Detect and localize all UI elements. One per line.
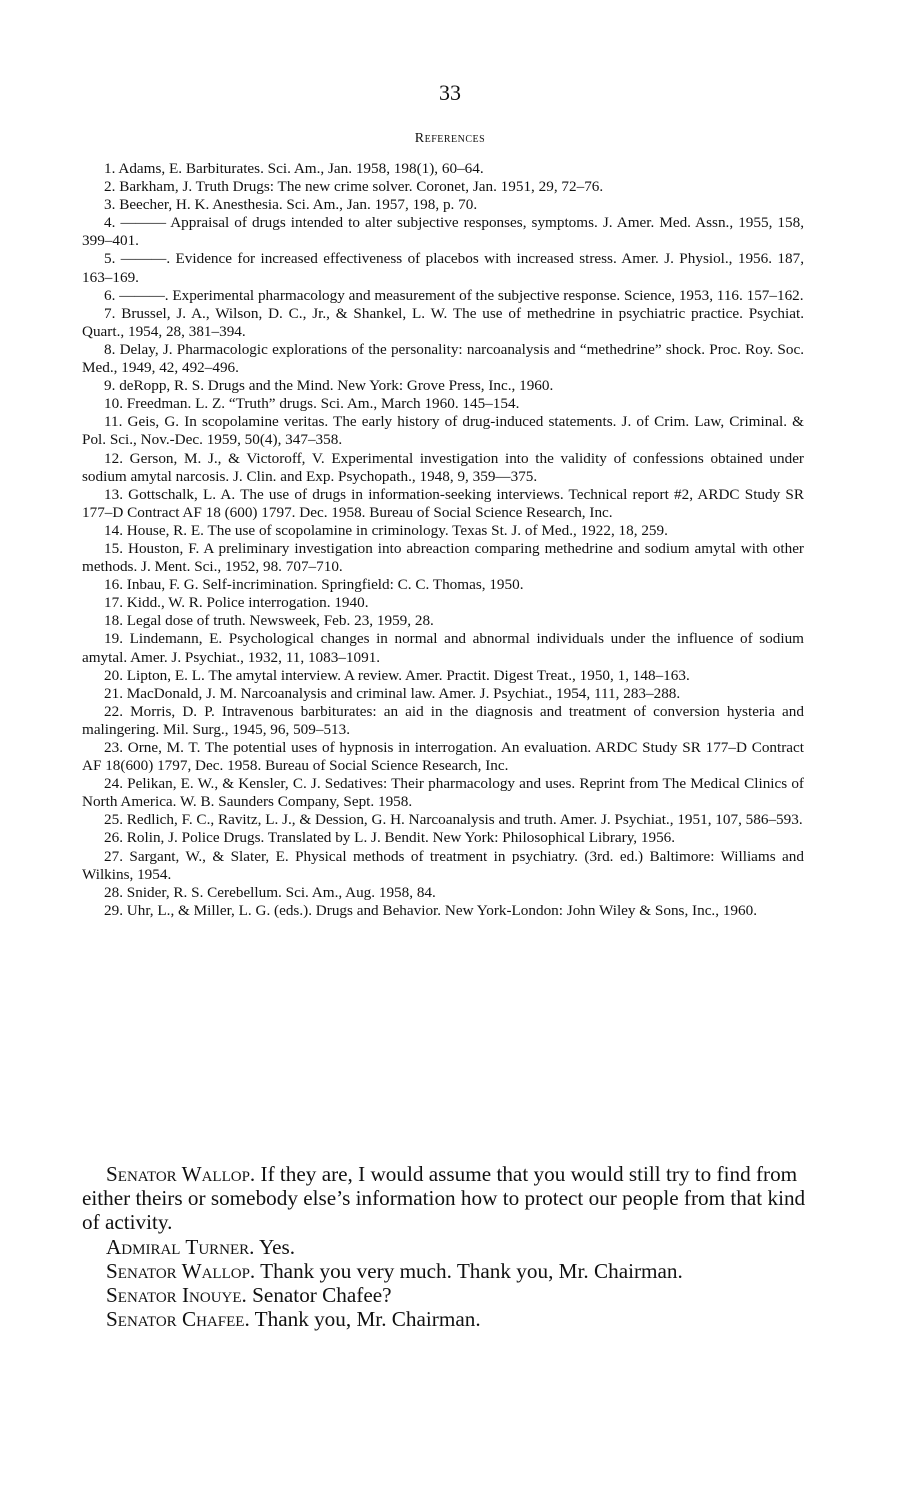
- reference-item: 15. Houston, F. A preliminary investigation into abreaction comparing methedrine and sodium amytal with other methods. J. Ment. Sci., 1952, 98. 707–710.: [82, 539, 804, 576]
- reference-item: 21. MacDonald, J. M. Narcoanalysis and criminal law. Amer. J. Psychiat., 1954, 111, 283–288.: [104, 684, 681, 702]
- reference-item: 28. Snider, R. S. Cerebellum. Sci. Am., Aug. 1958, 84.: [104, 883, 436, 901]
- testimony-dialogue: [82, 1162, 808, 1331]
- dialogue-line: [82, 1259, 808, 1283]
- reference-item: 16. Inbau, F. G. Self-incrimination. Springfield: C. C. Thomas, 1950.: [104, 576, 524, 594]
- reference-item: 6. ———. Experimental pharmacology and measurement of the subjective response. Science, 1953, 116. 157–162.: [104, 286, 804, 304]
- dialogue-text: Thank you very much. Thank you, Mr. Chairman.: [255, 1258, 683, 1283]
- speaker-name: Senator Inouye.: [106, 1283, 247, 1308]
- reference-item: 4. ——— Appraisal of drugs intended to alter subjective responses, symptoms. J. Amer. Med. Assn., 1955, 158, 399–401.: [82, 214, 804, 250]
- reference-item: 14. House, R. E. The use of scopolamine in criminology. Texas St. J. of Med., 1922, 18, 259.: [104, 521, 668, 539]
- reference-item: 29. Uhr, L., & Miller, L. G. (eds.). Drugs and Behavior. New York-London: John Wiley & Sons, Inc., 1960.: [104, 901, 757, 919]
- reference-item: 26. Rolin, J. Police Drugs. Translated by L. J. Bendit. New York: Philosophical Library, 1956.: [104, 829, 676, 847]
- dialogue-line: [82, 1307, 808, 1331]
- reference-item: 7. Brussel, J. A., Wilson, D. C., Jr., & Shankel, L. W. The use of methedrine in psychiatric practice. Psychiat. Quart., 1954, 28, 381–394.: [82, 304, 804, 340]
- reference-item: 10. Freedman. L. Z. “Truth” drugs. Sci. Am., March 1960. 145–154.: [104, 395, 520, 413]
- reference-item: 22. Morris, D. P. Intravenous barbiturates: an aid in the diagnosis and treatment of conversion hysteria and malingering. Mil. Surg., 1945, 96, 509–513.: [82, 702, 804, 738]
- dialogue-text: Yes.: [254, 1234, 296, 1259]
- reference-item: 19. Lindemann, E. Psychological changes in normal and abnormal individuals under the influence of sodium amytal. Amer. J. Psychiat., 1932, 11, 1083–1091.: [82, 630, 804, 666]
- reference-item: 13. Gottschalk, L. A. The use of drugs in information-seeking interviews. Technical report #2, ARDC Study SR 177–D Contract AF 18 (600) 1797. Dec. 1958. Bureau of Social Science Research, Inc.: [82, 485, 804, 521]
- dialogue-text: Thank you, Mr. Chairman.: [249, 1307, 481, 1332]
- reference-item: 11. Geis, G. In scopolamine veritas. The early history of drug-induced statements. J. of Crim. Law, Criminal. & Pol. Sci., Nov.-Dec. 1959, 50(4), 347–358.: [82, 413, 804, 449]
- dialogue-text: If they are, I would assume that you would still try to find from either theirs or somebody else’s information how to protect our people from that kind of activity.: [82, 1162, 806, 1235]
- reference-item: 24. Pelikan, E. W., & Kensler, C. J. Sedatives: Their pharmacology and uses. Reprint from The Medical Clinics of North America. W. B. Saunders Company, Sept. 1958.: [82, 775, 804, 811]
- reference-item: 5. ———. Evidence for increased effectiveness of placebos with increased stress. Amer. J. Physiol., 1956. 187, 163–169.: [82, 250, 804, 286]
- speaker-name: Senator Chafee.: [106, 1307, 250, 1332]
- reference-item: 18. Legal dose of truth. Newsweek, Feb. 23, 1959, 28.: [104, 612, 434, 630]
- reference-item: 25. Redlich, F. C., Ravitz, L. J., & Dession, G. H. Narcoanalysis and truth. Amer. J. Psychiat., 1951, 107, 586–593.: [104, 811, 803, 829]
- reference-item: 12. Gerson, M. J., & Victoroff, V. Experimental investigation into the validity of confessions obtained under sodium amytal narcosis. J. Clin. and Exp. Psychopath., 1948, 9, 359—375.: [82, 449, 804, 485]
- dialogue-line: [82, 1162, 808, 1235]
- speaker-name: Admiral Turner.: [106, 1234, 255, 1259]
- speaker-name: Senator Wallop.: [106, 1162, 256, 1186]
- references-list: [82, 160, 804, 920]
- page-number: 33: [439, 80, 461, 105]
- reference-item: 2. Barkham, J. Truth Drugs: The new crime solver. Coronet, Jan. 1951, 29, 72–76.: [104, 178, 604, 196]
- reference-item: 23. Orne, M. T. The potential uses of hypnosis in interrogation. An evaluation. ARDC Study SR 177–D Contract AF 18(600) 1797, Dec. 1958. Bureau of Social Science Research, Inc.: [82, 739, 804, 775]
- reference-item: 1. Adams, E. Barbiturates. Sci. Am., Jan. 1958, 198(1), 60–64.: [104, 160, 484, 177]
- speaker-name: Senator Wallop.: [106, 1258, 256, 1283]
- reference-item: 3. Beecher, H. K. Anesthesia. Sci. Am., Jan. 1957, 198, p. 70.: [104, 196, 478, 214]
- dialogue-line: [82, 1283, 808, 1307]
- reference-item: 17. Kidd., W. R. Police interrogation. 1940.: [104, 594, 369, 612]
- dialogue-text: Senator Chafee?: [246, 1283, 392, 1308]
- references-heading: References: [414, 131, 486, 146]
- reference-item: 27. Sargant, W., & Slater, E. Physical methods of treatment in psychiatry. (3rd. ed.) Baltimore: Williams and Wilkins, 1954.: [82, 847, 804, 883]
- reference-item: 9. deRopp, R. S. Drugs and the Mind. New York: Grove Press, Inc., 1960.: [104, 377, 554, 395]
- reference-item: 8. Delay, J. Pharmacologic explorations of the personality: narcoanalysis and “methedrine” shock. Proc. Roy. Soc. Med., 1949, 42, 492–496.: [82, 340, 804, 377]
- dialogue-line: [82, 1235, 808, 1259]
- reference-item: 20. Lipton, E. L. The amytal interview. A review. Amer. Practit. Digest Treat., 1950, 1, 148–163.: [104, 666, 690, 684]
